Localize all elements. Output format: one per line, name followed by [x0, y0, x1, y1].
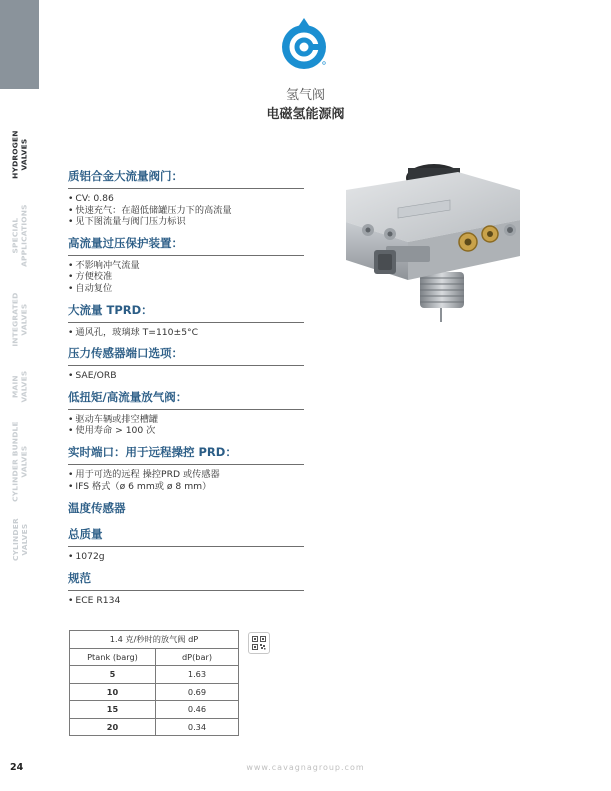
side-tab-label: MAIN VALVES [10, 371, 28, 403]
side-tab-label: SPECIAL APPLICATIONS [10, 204, 29, 268]
section-standards [68, 570, 304, 607]
side-tab-label: HYDROGEN VALVES [10, 130, 29, 180]
table-row [70, 701, 239, 719]
ptank-cell: 5 [70, 666, 156, 684]
page-subtitle: 电磁氢能源阀 [266, 107, 345, 122]
list-item: • 自动复位 [68, 283, 304, 295]
list-item: • 驱动车辆或排空槽罐 [68, 414, 304, 426]
section-tprd [68, 302, 304, 339]
side-tab-label: INTEGRATED VALVES [10, 292, 28, 348]
bullet-list [68, 469, 304, 492]
bullet-list [68, 551, 304, 563]
section-heading: 总质量 [68, 526, 304, 547]
list-item: • 不影响冲气流量 [68, 260, 304, 272]
side-tab-special-applications[interactable] [2, 198, 38, 274]
page-title: 氢气阀 [285, 88, 325, 103]
bleed-valve-dp-table [69, 630, 239, 736]
section-total-mass [68, 526, 304, 563]
list-item: • 使用寿命 > 100 次 [68, 425, 304, 437]
list-item: • ECE R134 [68, 595, 304, 607]
section-pressure-sensor [68, 345, 304, 382]
dp-cell: 0.46 [156, 701, 239, 719]
list-item: • 1072g [68, 551, 304, 563]
list-item: • 用于可选的远程 操控PRD 或传感器 [68, 469, 304, 481]
spec-sections [68, 168, 304, 606]
footer-website: www.cavagnagroup.com [246, 763, 365, 772]
side-tab-main-valves[interactable] [2, 365, 38, 409]
section-bleed-valve [68, 389, 304, 437]
section-heading: 温度传感器 [68, 501, 126, 516]
side-tab-cylinder-valves[interactable] [2, 512, 38, 568]
bullet-list [68, 414, 304, 437]
section-temperature-sensor [68, 500, 304, 520]
bullet-list [68, 595, 304, 607]
dp-cell: 0.34 [156, 718, 239, 736]
list-item: • 通风孔，玻璃球 T=110±5°C [68, 327, 304, 339]
section-heading: 实时端口：用于远程操控 PRD： [68, 444, 304, 465]
bullet-list [68, 370, 304, 382]
section-heading: 规范 [68, 570, 304, 591]
list-item: • IFS 格式（ø 6 mm或 ø 8 mm） [68, 481, 304, 493]
section-heading: 压力传感器端口选项： [68, 345, 304, 366]
corner-color-block [0, 0, 39, 89]
ptank-cell: 15 [70, 701, 156, 719]
qr-code-icon[interactable] [248, 632, 270, 654]
section-heading: 低扭矩/高流量放气阀： [68, 389, 304, 410]
table-caption: 1.4 克/秒时的放气阀 dP [70, 631, 239, 649]
section-overpressure [68, 235, 304, 295]
valve-product-image [338, 150, 528, 325]
page-number: 24 [10, 762, 24, 773]
ptank-cell: 10 [70, 683, 156, 701]
dp-cell: 1.63 [156, 666, 239, 684]
side-navigation [0, 120, 39, 590]
table-row [70, 683, 239, 701]
side-tab-hydrogen-valves[interactable] [2, 120, 38, 190]
cavagna-logo-icon [275, 14, 333, 72]
section-realtime-port [68, 444, 304, 492]
column-header-dp: dP(bar) [156, 648, 239, 666]
list-item: • 方便校准 [68, 271, 304, 283]
bullet-list [68, 260, 304, 295]
side-tab-cylinder-bundle-valves[interactable] [2, 418, 38, 506]
side-tab-integrated-valves[interactable] [2, 282, 38, 358]
section-heading: 高流量过压保护装置： [68, 235, 304, 256]
column-header-ptank: Ptank (barg) [70, 648, 156, 666]
list-item: • 见下图流量与阀门压力标识 [68, 216, 304, 228]
side-tab-label: CYLINDER BUNDLE VALVES [10, 421, 28, 503]
list-item: • SAE/ORB [68, 370, 304, 382]
table-row [70, 718, 239, 736]
bullet-list [68, 327, 304, 339]
list-item: • CV: 0.86 [68, 193, 304, 205]
side-tab-label: CYLINDER VALVES [10, 518, 28, 562]
list-item: • 快速充气：在超低储罐压力下的高流量 [68, 205, 304, 217]
section-heading: 大流量 TPRD： [68, 302, 304, 323]
table-row [70, 666, 239, 684]
bullet-list [68, 193, 304, 228]
section-heading: 质铝合金大流量阀门： [68, 168, 304, 189]
section-aluminum-valve [68, 168, 304, 228]
ptank-cell: 20 [70, 718, 156, 736]
dp-cell: 0.69 [156, 683, 239, 701]
